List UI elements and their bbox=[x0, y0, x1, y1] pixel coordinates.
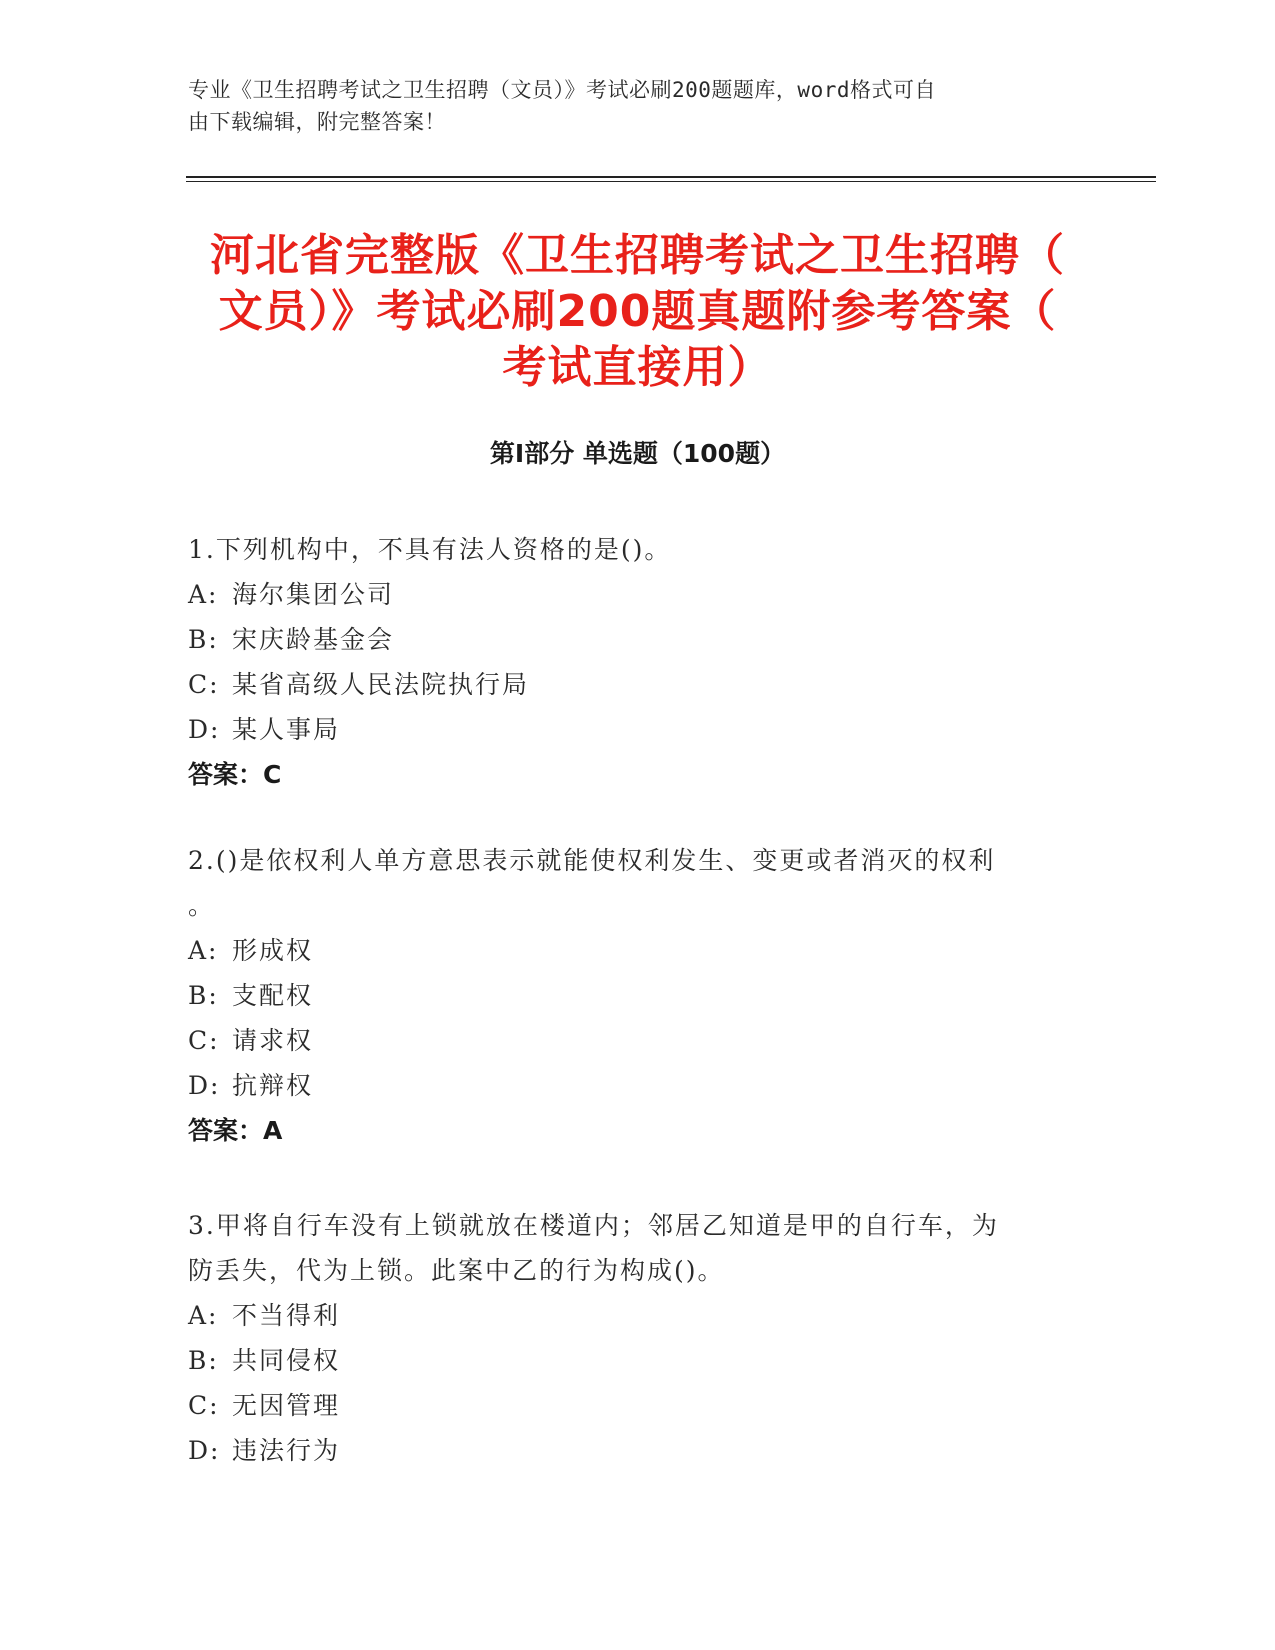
header-note-line2: 由下载编辑，附完整答案！ bbox=[188, 110, 446, 134]
option-letter: B: bbox=[188, 625, 219, 654]
question-stem-continued: 。 bbox=[188, 891, 216, 920]
option-letter: C: bbox=[188, 670, 220, 699]
option-text: 抗辩权 bbox=[232, 1071, 314, 1100]
title-line2: 文员）》考试必刷200题真题附参考答案（ bbox=[218, 286, 1057, 337]
question-option bbox=[188, 662, 1068, 707]
question-option bbox=[188, 707, 1068, 752]
question-option bbox=[188, 1018, 1068, 1063]
section-heading: 第Ⅰ部分 单选题（100题） bbox=[489, 439, 786, 468]
option-text: 海尔集团公司 bbox=[232, 580, 395, 609]
question-item bbox=[188, 838, 1068, 1153]
option-text: 无因管理 bbox=[232, 1391, 341, 1420]
question-stem-continued: 防丢失，代为上锁。此案中乙的行为构成()。 bbox=[188, 1256, 725, 1285]
title-line3: 考试直接用） bbox=[502, 342, 773, 393]
question-stem: 3.甲将自行车没有上锁就放在楼道内；邻居乙知道是甲的自行车，为 bbox=[188, 1211, 999, 1240]
question-option bbox=[188, 928, 1068, 973]
question-option bbox=[188, 1338, 1068, 1383]
question-option bbox=[188, 1428, 1068, 1473]
header-divider-thick bbox=[186, 176, 1156, 178]
question-option bbox=[188, 1293, 1068, 1338]
header-note bbox=[188, 74, 1088, 138]
option-letter: D: bbox=[188, 715, 221, 744]
option-text: 某人事局 bbox=[232, 715, 341, 744]
title-line1: 河北省完整版《卫生招聘考试之卫生招聘（ bbox=[210, 230, 1065, 281]
option-letter: A: bbox=[188, 936, 219, 965]
question-item bbox=[188, 1203, 1068, 1473]
question-option bbox=[188, 572, 1068, 617]
option-letter: B: bbox=[188, 1346, 219, 1375]
option-text: 请求权 bbox=[232, 1026, 314, 1055]
option-text: 支配权 bbox=[232, 981, 314, 1010]
option-text: 违法行为 bbox=[232, 1436, 341, 1465]
option-text: 共同侵权 bbox=[232, 1346, 341, 1375]
question-option bbox=[188, 1063, 1068, 1108]
option-letter: C: bbox=[188, 1391, 220, 1420]
option-letter: A: bbox=[188, 1301, 219, 1330]
option-letter: D: bbox=[188, 1436, 221, 1465]
question-stem: 1.下列机构中，不具有法人资格的是()。 bbox=[188, 535, 672, 564]
option-text: 宋庆龄基金会 bbox=[232, 625, 395, 654]
option-text: 某省高级人民法院执行局 bbox=[232, 670, 530, 699]
question-option bbox=[188, 1383, 1068, 1428]
option-letter: A: bbox=[188, 580, 219, 609]
question-stem: 2.()是依权利人单方意思表示就能使权利发生、变更或者消灭的权利 bbox=[188, 846, 996, 875]
question-option bbox=[188, 617, 1068, 662]
question-item bbox=[188, 527, 1068, 797]
question-option bbox=[188, 973, 1068, 1018]
option-letter: C: bbox=[188, 1026, 220, 1055]
option-text: 不当得利 bbox=[232, 1301, 341, 1330]
document-title bbox=[150, 228, 1125, 396]
header-divider-thin bbox=[186, 181, 1156, 182]
question-answer: 答案：A bbox=[188, 1116, 283, 1145]
option-text: 形成权 bbox=[232, 936, 314, 965]
question-answer: 答案：C bbox=[188, 760, 282, 789]
option-letter: D: bbox=[188, 1071, 221, 1100]
header-note-line1: 专业《卫生招聘考试之卫生招聘（文员）》考试必刷200题题库，word格式可自 bbox=[188, 78, 936, 102]
option-letter: B: bbox=[188, 981, 219, 1010]
